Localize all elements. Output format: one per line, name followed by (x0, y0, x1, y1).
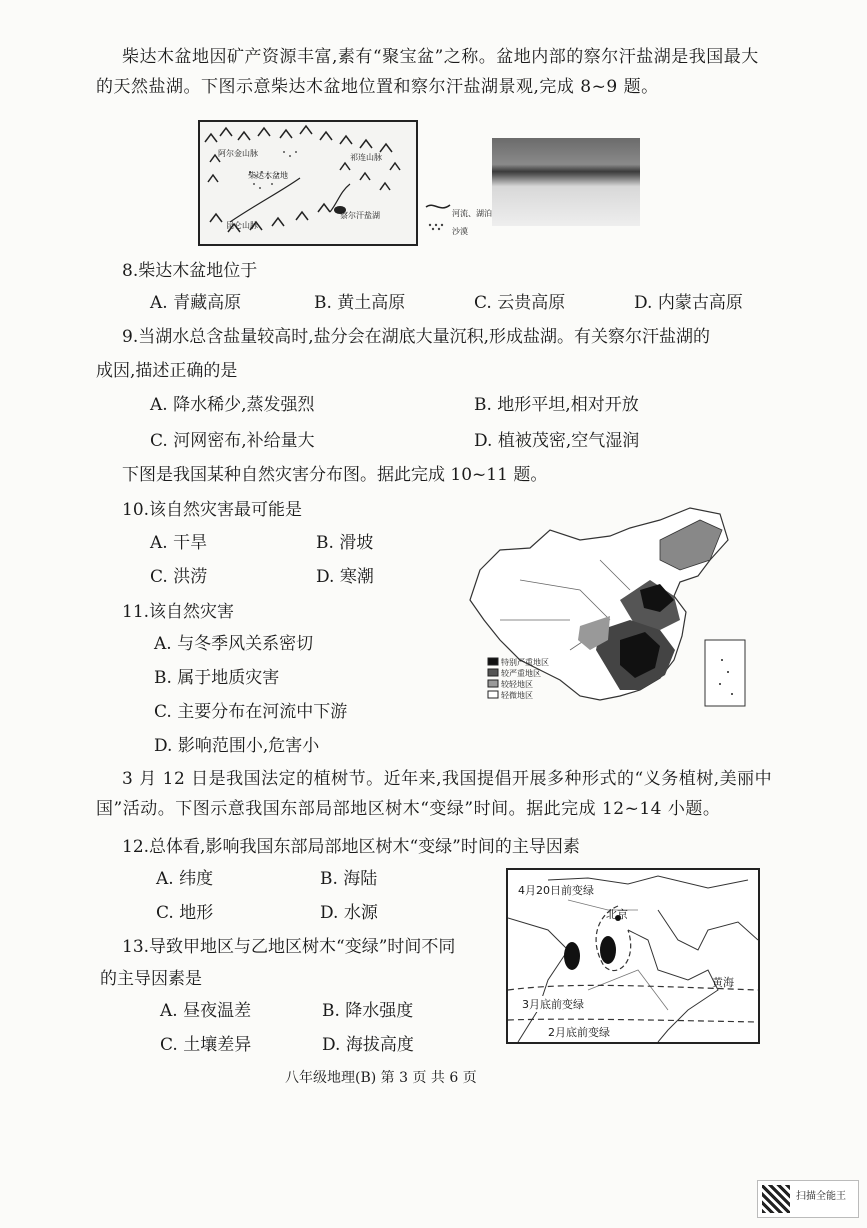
page-footer: 八年级地理(B) 第 3 页 共 6 页 (285, 1070, 477, 1086)
question-13-stem-line2: 的主导因素是 (100, 969, 202, 989)
q13-option-c: C. 土壤差异 (160, 1035, 252, 1055)
salt-lake-photo (492, 138, 640, 226)
question-13-stem-line1: 13.导致甲地区与乙地区树木“变绿”时间不同 (122, 937, 456, 957)
intro-paragraph-2: 下图是我国某种自然灾害分布图。据此完成 10~11 题。 (122, 465, 548, 485)
q13-option-d: D. 海拔高度 (322, 1035, 414, 1055)
question-9-stem-line1: 9.当湖水总含盐量较高时,盐分会在湖底大量沉积,形成盐湖。有关察尔汗盐湖的 (122, 327, 711, 347)
legend-severe: 较严重地区 (501, 669, 541, 678)
q13-option-b: B. 降水强度 (322, 1001, 414, 1021)
q12-option-c: C. 地形 (156, 903, 214, 923)
question-12-stem: 12.总体看,影响我国东部局部地区树木“变绿”时间的主导因素 (122, 837, 580, 857)
intro-paragraph-1: 柴达木盆地因矿产资源丰富,素有“聚宝盆”之称。盆地内部的察尔汗盐湖是我国最大的天然盐湖。下图示意柴达木盆地位置和察尔汗盐湖景观,完成 8~9 题。 (96, 47, 759, 97)
label-beijing: 北京 (606, 908, 628, 921)
scanner-app-name: 扫描全能王 (796, 1191, 846, 1202)
region-jia-mark (564, 942, 580, 970)
south-china-sea-inset (705, 640, 745, 706)
legend-slight: 轻微地区 (501, 691, 533, 700)
q8-option-c: C. 云贵高原 (474, 293, 566, 313)
question-10-stem: 10.该自然灾害最可能是 (122, 500, 303, 520)
q13-option-a: A. 昼夜温差 (160, 1001, 252, 1021)
qaidam-basin-map (198, 120, 418, 246)
q11-option-b: B. 属于地质灾害 (154, 668, 280, 688)
intro-paragraph-3: 3 月 12 日是我国法定的植树节。近年来,我国提倡开展多种形式的“义务植树,美丽中国”活动。下图示意我国东部局部地区树木“变绿”时间。据此完成 12~14 小题。 (96, 769, 773, 819)
q8-option-a: A. 青藏高原 (150, 293, 242, 313)
scanner-watermark (757, 1180, 859, 1218)
q11-option-c: C. 主要分布在河流中下游 (154, 702, 348, 722)
qr-code-icon (762, 1185, 790, 1213)
q9-option-c: C. 河网密布,补给量大 (150, 431, 315, 451)
question-11-stem: 11.该自然灾害 (122, 602, 235, 622)
greening-time-map (506, 868, 760, 1044)
label-qaidam-basin: 柴达木盆地 (248, 171, 288, 180)
label-kunlun-mountains: 昆仑山脉 (226, 221, 258, 230)
q10-option-c: C. 洪涝 (150, 567, 208, 587)
question-8-stem: 8.柴达木盆地位于 (122, 261, 258, 281)
q9-option-b: B. 地形平坦,相对开放 (474, 395, 639, 415)
label-before-end-march: 3月底前变绿 (522, 998, 584, 1011)
q8-option-d: D. 内蒙古高原 (634, 293, 743, 313)
legend-desert: 沙漠 (452, 227, 468, 236)
map1-legend-symbols (424, 195, 454, 235)
q10-option-d: D. 寒潮 (316, 567, 374, 587)
legend-river-lake: 河流、湖泊 (452, 209, 492, 218)
q8-option-b: B. 黄土高原 (314, 293, 406, 313)
label-altun-mountains: 阿尔金山脉 (218, 149, 258, 158)
q12-option-b: B. 海陆 (320, 869, 378, 889)
region-yi-mark (600, 936, 616, 964)
q9-option-a: A. 降水稀少,蒸发强烈 (150, 395, 315, 415)
label-yellow-sea: 黄海 (712, 976, 734, 989)
label-before-april-20: 4月20日前变绿 (518, 884, 594, 897)
label-qarhan-salt-lake: 察尔汗盐湖 (340, 211, 380, 220)
q10-option-a: A. 干旱 (150, 533, 208, 553)
question-9-stem-line2: 成因,描述正确的是 (96, 361, 238, 381)
label-qilian-mountains: 祁连山脉 (350, 153, 382, 162)
label-before-end-february: 2月底前变绿 (548, 1026, 610, 1039)
q10-option-b: B. 滑坡 (316, 533, 374, 553)
q11-option-a: A. 与冬季风关系密切 (154, 634, 314, 654)
legend-mild: 较轻地区 (501, 680, 533, 689)
q11-option-d: D. 影响范围小,危害小 (154, 736, 320, 756)
legend-especially-severe: 特别严重地区 (501, 658, 549, 667)
q12-option-a: A. 纬度 (156, 869, 214, 889)
q9-option-d: D. 植被茂密,空气湿润 (474, 431, 640, 451)
q12-option-d: D. 水源 (320, 903, 378, 923)
